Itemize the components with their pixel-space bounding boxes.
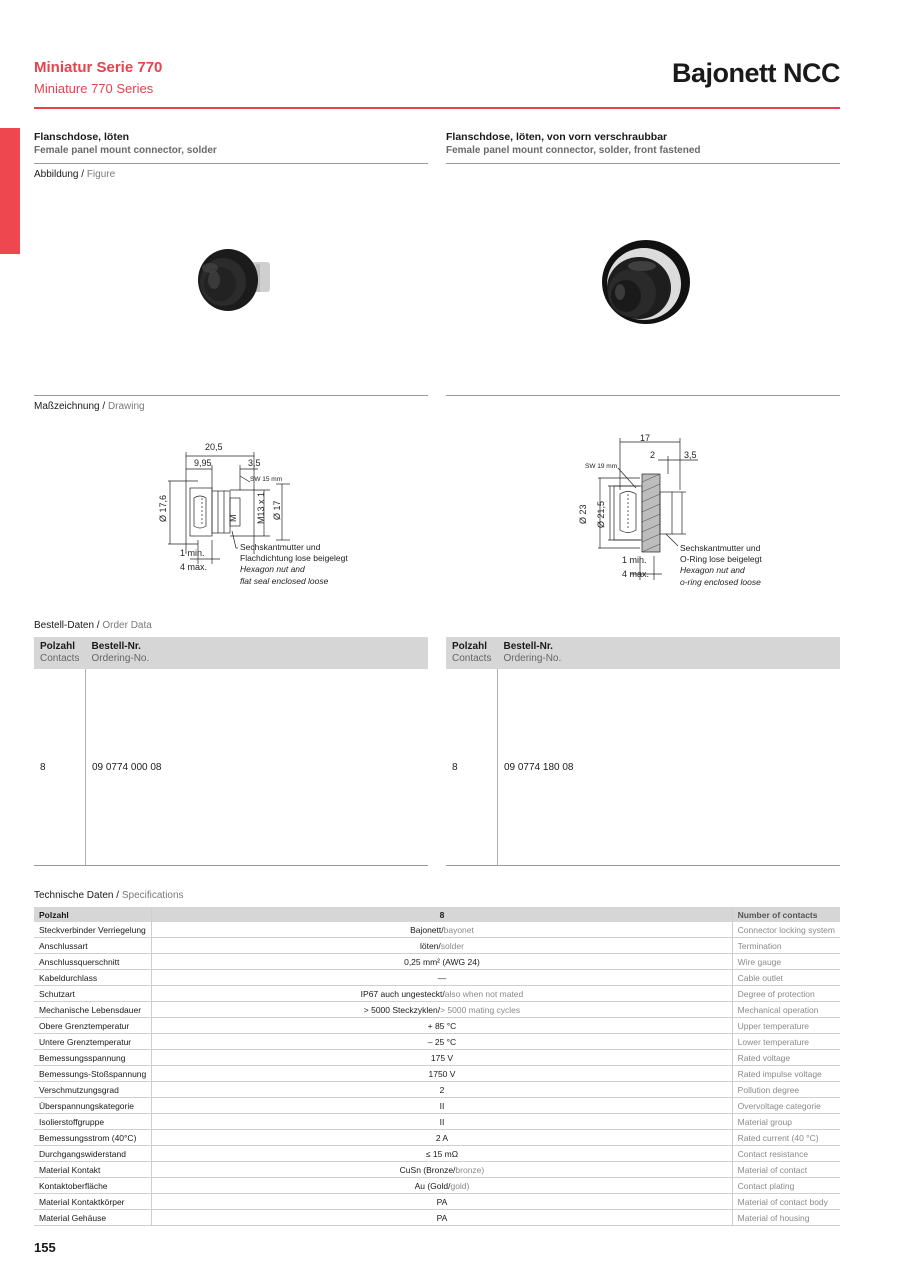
- spec-row-label-en: Rated current (40 °C): [732, 1130, 840, 1146]
- table-row: [34, 1162, 840, 1178]
- order-col2-de: Bestell-Nr.: [91, 641, 141, 652]
- spec-row-label-en: Lower temperature: [732, 1034, 840, 1050]
- spec-header-en: Number of contacts: [732, 907, 840, 922]
- spec-value-de: 2 A: [435, 1132, 449, 1143]
- header-rule: [34, 107, 840, 109]
- left-note-2: Flachdichtung lose beigelegt: [240, 553, 348, 563]
- right-order-table: [446, 637, 840, 866]
- right-dim-min: 1 min.: [622, 555, 647, 565]
- right-note-3: Hexagon nut and: [680, 565, 745, 575]
- right-dim-total: 17: [640, 433, 651, 443]
- left-connector-image: [190, 242, 280, 322]
- spec-value-de: —: [437, 972, 447, 983]
- table-row: [34, 1066, 840, 1082]
- table-row: [446, 669, 840, 866]
- spec-value-de: ≤ 15 mΩ: [425, 1148, 459, 1159]
- left-dim-total: 20,5: [205, 442, 223, 452]
- spec-value-de: 2: [439, 1084, 445, 1095]
- spec-row-label-en: Rated impulse voltage: [732, 1066, 840, 1082]
- spec-row-value: [152, 1130, 732, 1146]
- table-row: [34, 1210, 840, 1226]
- order-col-contacts: [34, 637, 85, 669]
- spec-value-de: IP67 auch ungesteckt/: [360, 988, 445, 999]
- drawing-label: Maßzeichnung / Drawing: [34, 401, 145, 412]
- left-note-3: Hexagon nut and: [240, 564, 305, 574]
- spec-value-de: > 5000 Steckzyklen/: [363, 1004, 441, 1015]
- spec-row-label-en: Pollution degree: [732, 1082, 840, 1098]
- spec-value-en: bronze): [455, 1164, 485, 1175]
- spec-row-label-de: Überspannungskategorie: [34, 1098, 152, 1114]
- order-data-label: Bestell-Daten / Order Data: [34, 620, 152, 631]
- spec-value-en: gold): [450, 1180, 470, 1191]
- spec-row-label-de: Durchgangswiderstand: [34, 1146, 152, 1162]
- series-title-en: Miniature 770 Series: [34, 81, 154, 96]
- table-row: [34, 970, 840, 986]
- specifications-table: [34, 907, 840, 1226]
- spec-row-label-en: Overvoltage categorie: [732, 1098, 840, 1114]
- spec-row-label-de: Obere Grenztemperatur: [34, 1018, 152, 1034]
- right-dim-b: 3,5: [684, 450, 697, 460]
- left-dim-thread: M13 x 1: [256, 491, 266, 524]
- spec-label-de: Technische Daten: [34, 890, 114, 901]
- product-family-title: Bajonett NCC: [672, 58, 840, 88]
- spec-row-value: [152, 986, 732, 1002]
- order-header-row: [446, 637, 840, 669]
- figure-label: Abbildung / Figure: [34, 169, 116, 180]
- spec-row-label-de: Untere Grenztemperatur: [34, 1034, 152, 1050]
- figure-label-en: Figure: [86, 169, 116, 180]
- spec-row-label-en: Rated voltage: [732, 1050, 840, 1066]
- spec-value-de: Bajonett/: [410, 924, 444, 935]
- table-row: [34, 1034, 840, 1050]
- order-col1-en: Contacts: [40, 653, 80, 664]
- spec-row-label-en: Material of housing: [732, 1210, 840, 1226]
- spec-row-value: [152, 922, 732, 938]
- spec-value-de: 175 V: [430, 1052, 454, 1063]
- spec-row-label-de: Material Kontaktkörper: [34, 1194, 152, 1210]
- spec-value-de: II: [439, 1100, 445, 1111]
- left-title-rule: [34, 163, 428, 164]
- spec-row-label-de: Kabeldurchlass: [34, 970, 152, 986]
- right-title-de: Flanschdose, löten, von vorn verschraubbar: [446, 131, 668, 143]
- spec-row-label-de: Mechanische Lebensdauer: [34, 1002, 152, 1018]
- spec-row-label-de: Kontaktoberfläche: [34, 1178, 152, 1194]
- table-row: [34, 922, 840, 938]
- spec-value-de: + 85 °C: [427, 1020, 457, 1031]
- order-label-en: Order Data: [102, 620, 152, 631]
- right-note-1: Sechskantmutter und: [680, 543, 761, 553]
- spec-row-label-de: Bemessungsspannung: [34, 1050, 152, 1066]
- spec-row-label-de: Anschlussart: [34, 938, 152, 954]
- spec-value-en: > 5000 mating cycles: [440, 1004, 521, 1015]
- spec-row-label-en: Mechanical operation: [732, 1002, 840, 1018]
- spec-value-de: CuSn (Bronze/: [399, 1164, 456, 1175]
- spec-row-label-de: Material Gehäuse: [34, 1210, 152, 1226]
- spec-row-label-de: Steckverbinder Verriegelung: [34, 922, 152, 938]
- right-figure-rule: [446, 395, 840, 396]
- table-row: [34, 1130, 840, 1146]
- spec-row-value: [152, 1146, 732, 1162]
- table-row: [34, 1114, 840, 1130]
- spec-row-label-en: Contact plating: [732, 1178, 840, 1194]
- order-col-ordering: [85, 637, 428, 669]
- table-row: [34, 1098, 840, 1114]
- spec-value-de: II: [439, 1116, 445, 1127]
- left-dim-sw: SW 15 mm: [250, 476, 283, 483]
- left-figure-rule: [34, 395, 428, 396]
- left-note-4: flat seal enclosed loose: [240, 576, 329, 586]
- order-label-de: Bestell-Daten: [34, 620, 95, 631]
- spec-row-value: [152, 970, 732, 986]
- spec-row-label-de: Schutzart: [34, 986, 152, 1002]
- spec-row-label-de: Verschmutzungsgrad: [34, 1082, 152, 1098]
- page-number: 155: [34, 1240, 56, 1255]
- order-col1-de: Polzahl: [452, 641, 488, 652]
- spec-row-label-de: Bemessungs-Stoßspannung: [34, 1066, 152, 1082]
- order-part-number: 09 0774 000 08: [85, 669, 428, 866]
- spec-row-label-en: Cable outlet: [732, 970, 840, 986]
- spec-row-label-de: Bemessungsstrom (40°C): [34, 1130, 152, 1146]
- left-dim-b: 3,5: [248, 458, 261, 468]
- order-contacts-value: 8: [446, 669, 497, 866]
- right-dim-dia-b: Ø 21,5: [596, 500, 606, 528]
- spec-row-value: [152, 1098, 732, 1114]
- spec-row-value: [152, 1194, 732, 1210]
- table-row: [34, 1050, 840, 1066]
- table-row: [34, 669, 428, 866]
- side-tab-marker: [0, 128, 20, 254]
- specifications-label: Technische Daten / Specifications: [34, 890, 184, 901]
- spec-row-label-en: Wire gauge: [732, 954, 840, 970]
- left-dim-min: 1 min.: [180, 548, 205, 558]
- order-col2-en: Ordering-No.: [503, 653, 562, 664]
- table-row: [34, 986, 840, 1002]
- order-col1-en: Contacts: [452, 653, 492, 664]
- spec-row-value: [152, 1162, 732, 1178]
- right-dimension-drawing: [570, 430, 770, 595]
- spec-row-value: [152, 954, 732, 970]
- drawing-label-en: Drawing: [107, 401, 145, 412]
- series-title-de: Miniatur Serie 770: [34, 59, 163, 76]
- order-contacts-value: 8: [34, 669, 85, 866]
- spec-row-label-en: Material of contact body: [732, 1194, 840, 1210]
- table-row: [34, 1002, 840, 1018]
- spec-value-de: Au (Gold/: [414, 1180, 451, 1191]
- spec-header-de: Polzahl: [34, 907, 152, 922]
- spec-row-value: [152, 1210, 732, 1226]
- drawing-label-de: Maßzeichnung: [34, 401, 100, 412]
- order-col-ordering: [497, 637, 840, 669]
- spec-label-en: Specifications: [121, 890, 184, 901]
- table-row: [34, 1018, 840, 1034]
- spec-row-label-en: Termination: [732, 938, 840, 954]
- spec-row-value: [152, 1050, 732, 1066]
- spec-row-label-en: Degree of protection: [732, 986, 840, 1002]
- spec-row-value: [152, 1018, 732, 1034]
- order-header-row: [34, 637, 428, 669]
- right-note-4: o-ring enclosed loose: [680, 577, 761, 587]
- left-order-table: [34, 637, 428, 866]
- spec-value-de: PA: [436, 1196, 448, 1207]
- spec-value-en: also when not mated: [444, 988, 524, 999]
- left-dimension-drawing: [150, 436, 350, 596]
- left-title-de: Flanschdose, löten: [34, 131, 130, 143]
- order-col-contacts: [446, 637, 497, 669]
- spec-value-en: bayonet: [443, 924, 474, 935]
- spec-row-label-en: Upper temperature: [732, 1018, 840, 1034]
- spec-value-de: PA: [436, 1212, 448, 1223]
- left-note-1: Sechskantmutter und: [240, 542, 321, 552]
- spec-row-value: [152, 938, 732, 954]
- spec-row-label-en: Contact resistance: [732, 1146, 840, 1162]
- order-col2-de: Bestell-Nr.: [503, 641, 553, 652]
- spec-row-label-en: Connector locking system: [732, 922, 840, 938]
- spec-header-value: 8: [152, 907, 732, 922]
- spec-row-label-en: Material group: [732, 1114, 840, 1130]
- spec-row-value: [152, 1034, 732, 1050]
- left-dim-dia-right: Ø 17: [272, 500, 282, 520]
- spec-value-de: löten/: [419, 940, 441, 951]
- spec-value-de: – 25 °C: [427, 1036, 457, 1047]
- right-dim-dia-a: Ø 23: [578, 504, 588, 524]
- spec-value-de: 0,25 mm² (AWG 24): [404, 956, 480, 967]
- right-product-title: [446, 131, 840, 157]
- table-row: [34, 1146, 840, 1162]
- right-dim-a: 2: [650, 450, 656, 460]
- spec-row-value: [152, 1002, 732, 1018]
- right-dim-sw: SW 19 mm: [585, 463, 618, 470]
- table-row: [34, 1194, 840, 1210]
- left-product-title: [34, 131, 428, 157]
- right-note-2: O-Ring lose beigelegt: [680, 554, 762, 564]
- left-dim-pin: M: [228, 514, 238, 522]
- spec-row-label-de: Anschlussquerschnitt: [34, 954, 152, 970]
- spec-row-label-de: Material Kontakt: [34, 1162, 152, 1178]
- spec-row-value: [152, 1114, 732, 1130]
- table-row: [34, 954, 840, 970]
- order-part-number: 09 0774 180 08: [497, 669, 840, 866]
- right-connector-image: [584, 238, 694, 338]
- spec-value-en: solder: [440, 940, 464, 951]
- right-title-rule: [446, 163, 840, 164]
- figure-label-de: Abbildung: [34, 169, 79, 180]
- right-title-en: Female panel mount connector, solder, front fastened: [446, 145, 701, 156]
- left-title-en: Female panel mount connector, solder: [34, 145, 217, 156]
- order-col2-en: Ordering-No.: [91, 653, 150, 664]
- right-dim-max: 4 max.: [622, 569, 650, 579]
- spec-row-label-en: Material of contact: [732, 1162, 840, 1178]
- spec-row-value: [152, 1178, 732, 1194]
- left-dim-max: 4 max.: [180, 562, 208, 572]
- table-row: [34, 938, 840, 954]
- left-dim-a: 9,95: [194, 458, 212, 468]
- table-row: [34, 1082, 840, 1098]
- spec-row-label-de: Isolierstoffgruppe: [34, 1114, 152, 1130]
- spec-header-row: [34, 907, 840, 922]
- left-dim-dia-left: Ø 17,6: [158, 494, 168, 522]
- spec-row-value: [152, 1066, 732, 1082]
- order-col1-de: Polzahl: [40, 641, 76, 652]
- spec-value-de: 1750 V: [428, 1068, 456, 1079]
- table-row: [34, 1178, 840, 1194]
- spec-row-value: [152, 1082, 732, 1098]
